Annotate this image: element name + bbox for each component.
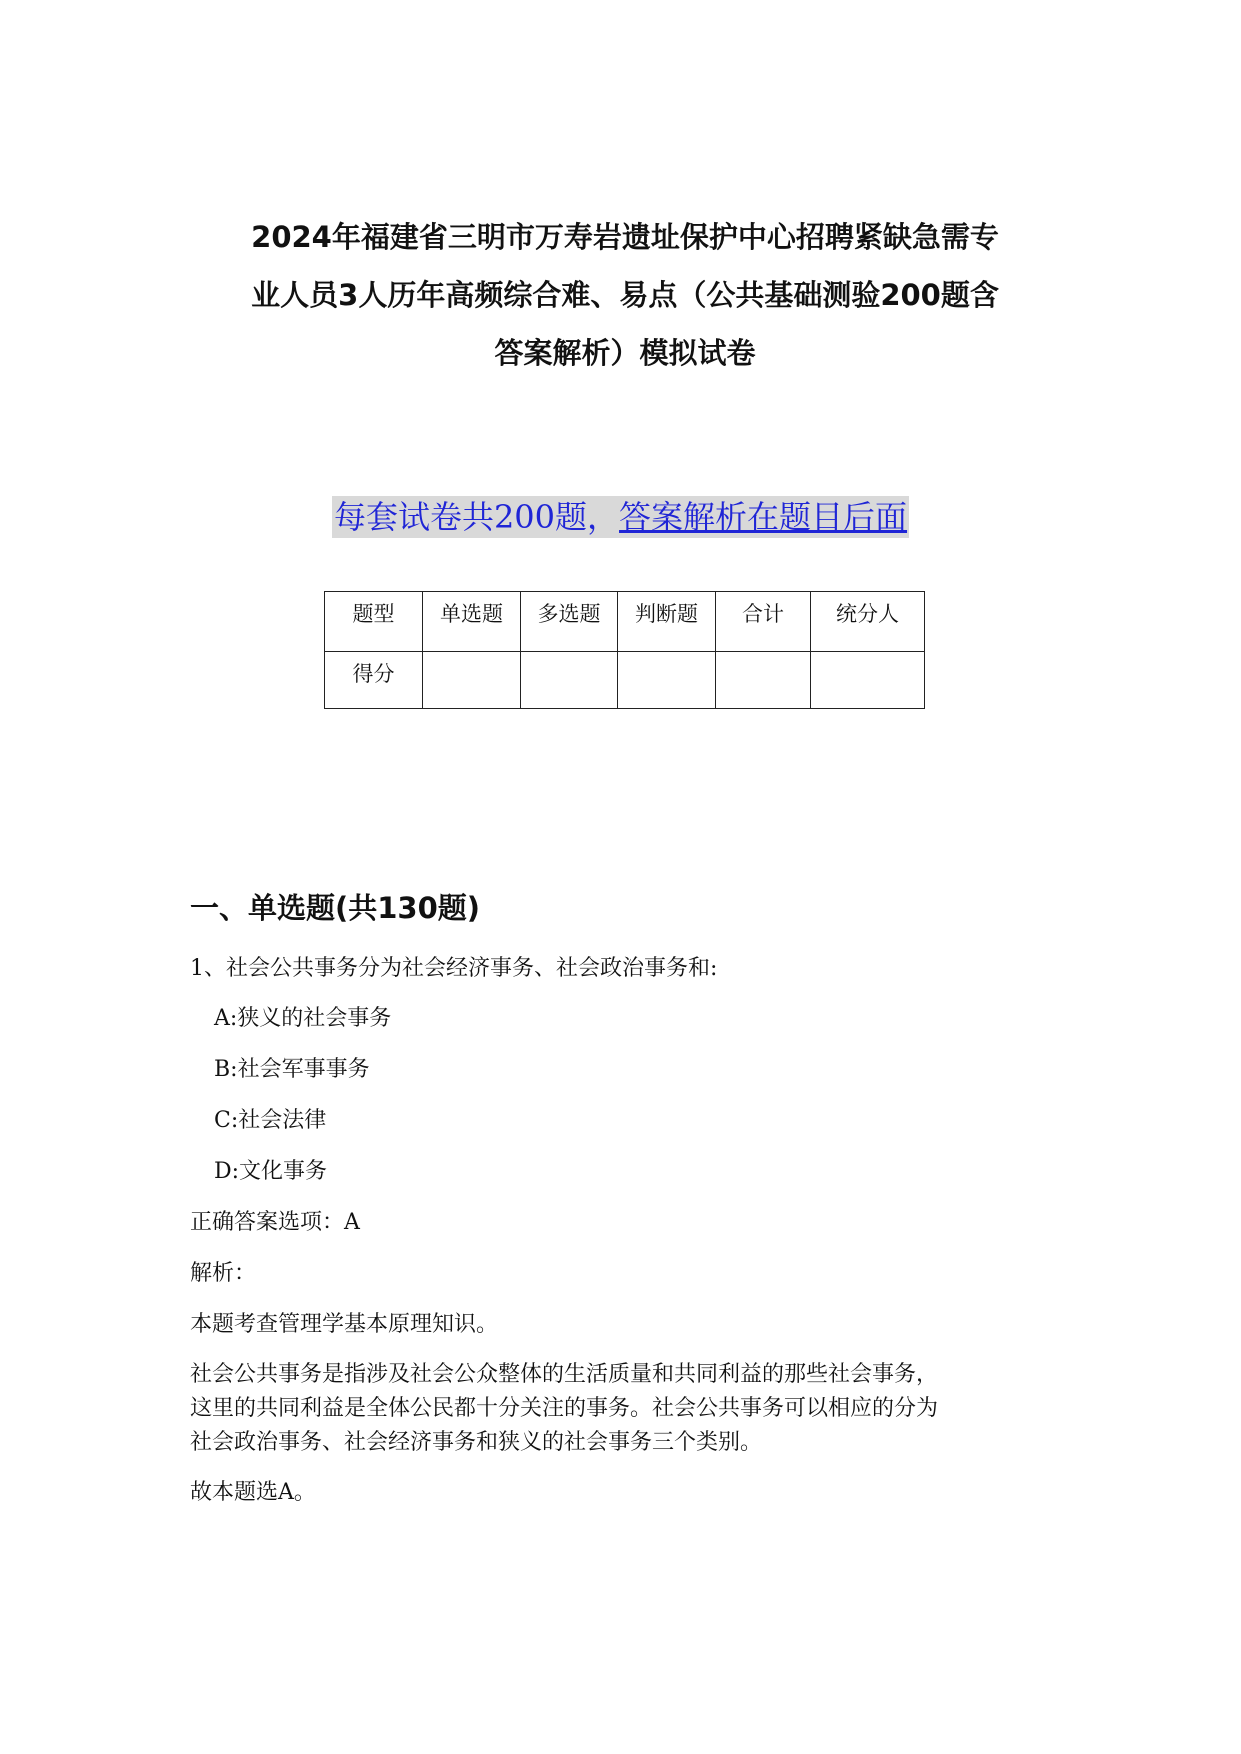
- score-table-header: 单选题: [423, 592, 521, 652]
- score-cell-grader: [811, 652, 925, 709]
- score-table-header: 多选题: [521, 592, 618, 652]
- score-cell-judge: [618, 652, 716, 709]
- analysis-label: 解析：: [190, 1261, 257, 1286]
- notice-text: 每套试卷共200题，: [333, 498, 620, 536]
- notice-highlight: [332, 496, 909, 538]
- exam-notice: [0, 494, 1241, 540]
- score-cell-total: [716, 652, 811, 709]
- score-table-header: 题型: [325, 592, 423, 652]
- analysis-conclusion: 故本题选A。: [190, 1480, 316, 1505]
- question-option: D:文化事务: [214, 1159, 328, 1184]
- score-cell-multi: [521, 652, 618, 709]
- score-table-header: 合计: [716, 592, 811, 652]
- question-option: B:社会军事事务: [214, 1057, 370, 1082]
- score-table-header: 统分人: [811, 592, 925, 652]
- title-line: 答案解析）模拟试卷: [494, 336, 756, 370]
- correct-answer: 正确答案选项：A: [190, 1210, 360, 1235]
- score-table-header: 判断题: [618, 592, 716, 652]
- question-option: C:社会法律: [214, 1108, 327, 1133]
- score-table-header-row: [325, 592, 925, 652]
- score-cell-single: [423, 652, 521, 709]
- score-table: [324, 591, 925, 709]
- notice-link[interactable]: 答案解析在题目后面: [619, 498, 908, 536]
- score-table-score-row: [325, 652, 925, 709]
- document-title: [190, 208, 1060, 382]
- analysis-body: [190, 1358, 1070, 1460]
- title-line: 业人员3人历年高频综合难、易点（公共基础测验200题含: [251, 278, 999, 312]
- question-option: A:狭义的社会事务: [214, 1006, 392, 1031]
- title-line: 2024年福建省三明市万寿岩遗址保护中心招聘紧缺急需专: [251, 220, 999, 254]
- score-row-label: 得分: [325, 652, 423, 709]
- analysis-line: 这里的共同利益是全体公民都十分关注的事务。社会公共事务可以相应的分为: [190, 1396, 939, 1421]
- question-stem: 1、社会公共事务分为社会经济事务、社会政治事务和:: [190, 956, 718, 981]
- analysis-line: 社会公共事务是指涉及社会公众整体的生活质量和共同利益的那些社会事务，: [190, 1362, 939, 1387]
- section-title: 一、单选题(共130题): [190, 891, 481, 925]
- analysis-intro: 本题考查管理学基本原理知识。: [190, 1312, 499, 1337]
- analysis-line: 社会政治事务、社会经济事务和狭义的社会事务三个类别。: [190, 1430, 763, 1455]
